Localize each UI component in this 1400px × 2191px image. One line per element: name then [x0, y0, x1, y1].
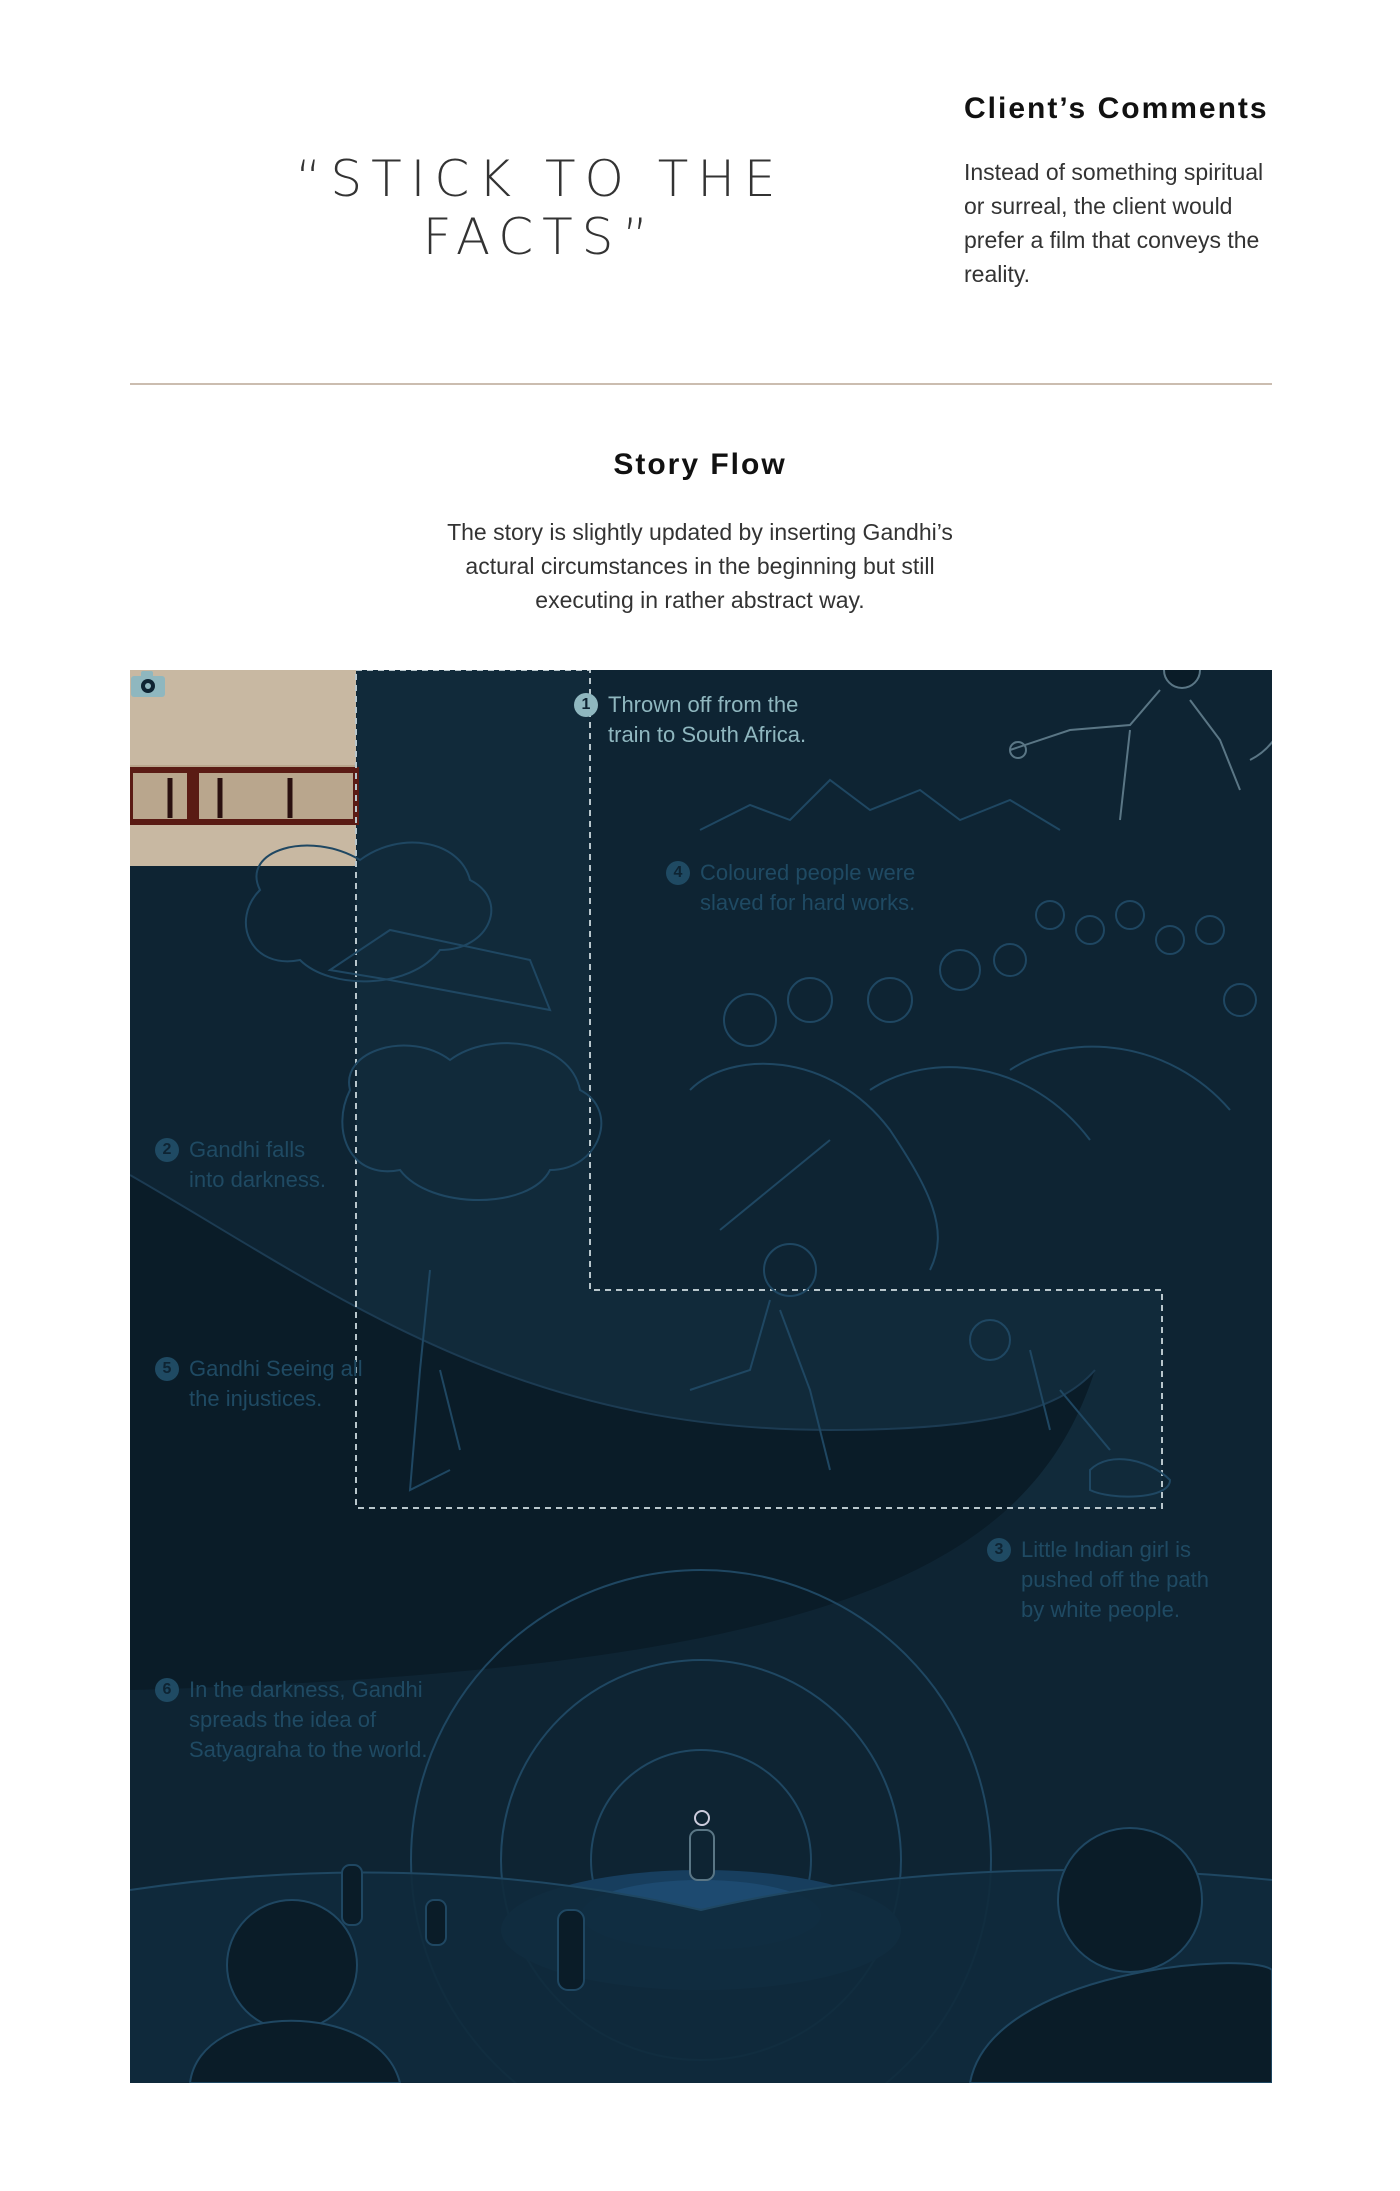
caption-text: In the darkness, Gandhi: [189, 1677, 423, 1702]
caption-text: Coloured people were: [700, 860, 916, 885]
caption-text: Thrown off from the: [608, 692, 799, 717]
caption-2: [162, 1135, 326, 1195]
step-number: 6: [155, 1678, 179, 1702]
caption-4: [673, 858, 916, 918]
caption-text: spreads the idea of: [189, 1707, 377, 1732]
camera-icon: [130, 670, 166, 698]
caption-text: slaved for hard works.: [700, 890, 916, 915]
caption-text: Gandhi Seeing all: [189, 1356, 363, 1381]
caption-text: Gandhi falls: [189, 1137, 306, 1162]
quote-heading: “STICK TO THE FACTS”: [295, 150, 785, 266]
caption-text: pushed off the path: [1021, 1567, 1209, 1592]
caption-text: Little Indian girl is: [1021, 1537, 1191, 1562]
step-number: 5: [155, 1357, 179, 1381]
story-flow-title: Story Flow: [613, 448, 787, 481]
caption-3: [994, 1535, 1209, 1625]
story-flow-text: The story is slightly updated by inserting Gandhi’s actural circumstances in the beginning but still executing in rather abstract way.: [447, 519, 953, 613]
step-number: 4: [666, 861, 690, 885]
step-number: 2: [155, 1138, 179, 1162]
caption-text: train to South Africa.: [608, 722, 807, 747]
step-number: 3: [987, 1538, 1011, 1562]
caption-text: into darkness.: [189, 1167, 326, 1192]
story-flow-illustration: [130, 670, 1272, 2083]
caption-5: [162, 1354, 363, 1414]
client-comments-text: Instead of something spiritual or surreal, the client would prefer a film that conveys the reality.: [964, 159, 1264, 287]
client-comments-title: Client’s Comments: [964, 92, 1269, 125]
caption-1: [581, 690, 807, 750]
step-number: 1: [574, 693, 598, 717]
caption-text: Satyagraha to the world.: [189, 1737, 428, 1762]
caption-text: the injustices.: [189, 1386, 323, 1411]
caption-text: by white people.: [1021, 1597, 1180, 1622]
caption-6: [162, 1675, 428, 1765]
section-divider: [130, 383, 1272, 385]
